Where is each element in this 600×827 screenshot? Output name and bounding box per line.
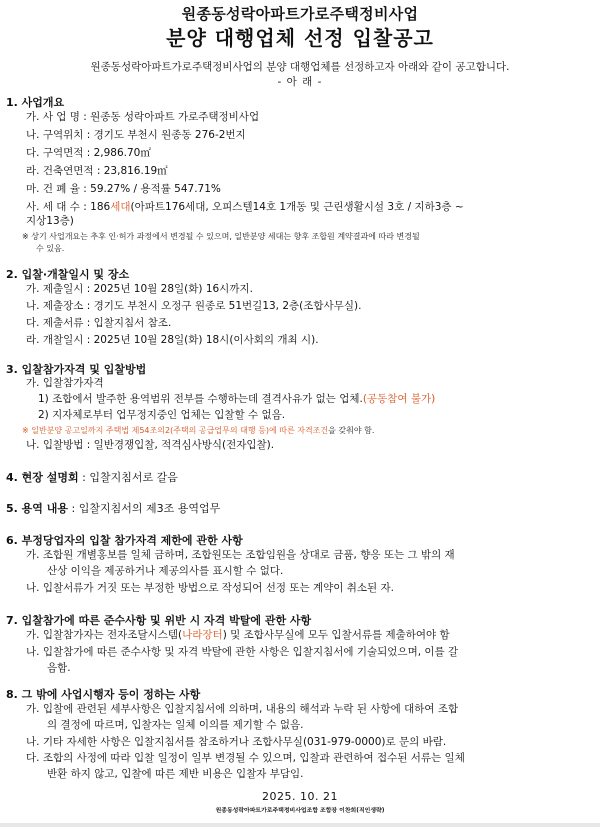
s2-item: 라. 개찰일시 : 2025년 10월 28일(화) 18시(이사회의 개최 시).: [26, 334, 319, 346]
s1-household-cont: 지상13층): [26, 215, 74, 227]
s8-item: 다. 조합의 사정에 따라 입찰 일정이 일부 변경될 수 있으며, 입찰과 관련하여 접수된 서류는 일체: [26, 752, 465, 764]
s7-item-na: 나. 입찰참가에 따른 준수사항 및 자격 박탈에 관한 사항은 입찰지침서에 기술되었으며, 이를 갈: [26, 646, 459, 658]
s8-item-cont: 의 결정에 따르며, 입찰자는 일체 이의를 제기할 수 없음.: [47, 719, 304, 731]
section-2-heading: 2. 입찰·개찰일시 및 장소: [6, 268, 130, 281]
s1-note: ※ 상기 사업개요는 추후 인·허가 과정에서 변경될 수 있으며, 일반분양 세대는 향후 조합원 계약결과에 따라 변경될: [22, 232, 420, 241]
section-8-heading: 8. 그 밖에 사업시행자 등이 정하는 사항: [6, 688, 201, 701]
s3-note-rest: 을 갖춰야 함.: [328, 426, 375, 435]
s7-ga-red: 나라장터: [182, 629, 223, 641]
signature-line: 원종동성락아파트가로주택정비사업조합 조합장 이찬희(직인생략): [215, 808, 385, 814]
s1-note-cont: 수 있음.: [36, 244, 65, 253]
title-notice: 분양 대행업체 선정 입찰공고: [166, 26, 434, 50]
s3-note: [22, 425, 374, 436]
s1-item: 가. 사 업 명 : 원종동 성락아파트 가로주택정비사업: [26, 111, 260, 123]
notice-date: 2025. 10. 21: [262, 790, 338, 803]
s3-q1-text: 1) 조합에서 발주한 용역범위 전부를 수행하는데 결격사유가 없는 업체.: [38, 393, 363, 405]
section-4-heading: 4. 현장 설명회: [6, 471, 79, 484]
section-5-line: [6, 500, 220, 516]
s3-q1-red: (공동참여 불가): [362, 393, 436, 405]
section-7-heading: 7. 입찰참가에 따른 준수사항 및 위반 시 자격 박탈에 관한 사항: [6, 614, 312, 627]
title-project-name: 원종동성락아파트가로주택정비사업: [181, 5, 419, 23]
section-6-heading: 6. 부정당업자의 입찰 참가자격 제한에 관한 사항: [6, 534, 243, 547]
s2-item: 다. 제출서류 : 입찰지침서 참조.: [26, 317, 172, 329]
s8-item: 가. 입찰에 관련된 세부사항은 입찰지침서에 의하며, 내용의 해석과 누락 된 사항에 대하여 조합: [26, 703, 459, 715]
section-5-text: : 입찰지침서의 제3조 용역업무: [68, 502, 221, 515]
s1-item: 마. 건 폐 율 : 59.27% / 용적률 547.71%: [26, 183, 221, 195]
s7-item-na-cont: 음함.: [47, 662, 71, 674]
s7-item-ga: [26, 628, 450, 642]
section-1-heading: 1. 사업개요: [6, 96, 65, 109]
s6-item: 나. 입찰서류가 거짓 또는 부정한 방법으로 작성되어 선정 또는 계약이 취소된 자.: [26, 582, 394, 594]
s3-method: 나. 입찰방법 : 일반경쟁입찰, 적격심사방식(전자입찰).: [26, 439, 275, 451]
s3-note-red: ※ 일반분양 공고일까지 주택법 제54조의2(주택의 공급업무의 대행 등)에 따른 자격조건: [22, 426, 329, 435]
intro-text: 원종동성락아파트가로주택정비사업의 분양 대행업체를 선정하고자 아래와 같이 공고합니다.: [90, 61, 510, 73]
s1-item: 나. 구역위치 : 경기도 부천시 원종동 276-2번지: [26, 129, 246, 141]
s1-item: 다. 구역면적 : 2,986.70㎡: [26, 147, 151, 159]
s1-household-rest: (아파트176세대, 오피스텔14호 1개동 및 근린생활시설 3호 / 지하3층 ~: [130, 201, 464, 213]
s6-item: 가. 조합원 개별홍보를 일체 금하며, 조합원또는 조합임원을 상대로 금품, 향응 또는 그 밖의 재: [26, 549, 455, 561]
s3-qualification-2: 2) 지자체로부터 업무정지중인 업체는 입찰할 수 없음.: [38, 409, 286, 421]
s1-item: 라. 건축연면적 : 23,816.19㎡: [26, 165, 168, 177]
s1-household-line: [26, 200, 464, 214]
s2-item: 가. 제출일시 : 2025년 10월 28일(화) 16시까지.: [26, 283, 253, 295]
s2-item: 나. 제출장소 : 경기도 부천시 오정구 원종로 51번길13, 2층(조합사무실).: [26, 300, 362, 312]
s1-household-unit: 세대: [110, 201, 131, 213]
s7-ga-prefix: 가. 입찰참가자는 전자조달시스템(: [26, 629, 183, 641]
s8-item-cont: 반환 하지 않고, 입찰에 따른 제반 비용은 입찰자 부담임.: [47, 768, 304, 780]
section-4-line: [6, 469, 178, 485]
section-3-heading: 3. 입찰참가자격 및 입찰방법: [6, 363, 147, 376]
s8-item: 나. 기타 자세한 사항은 입찰지침서를 참조하거나 조합사무실(031-979-0000)로 문의 바람.: [26, 736, 447, 748]
s7-ga-rest: ) 및 조합사무실에 모두 입찰서류를 제출하여야 함: [222, 629, 450, 641]
below-marker: - 아 래 -: [277, 76, 323, 88]
s3-qualification-1: [38, 392, 435, 406]
s6-item-cont: 산상 이익을 제공하거나 제공의사를 표시할 수 없다.: [47, 565, 284, 577]
section-5-heading: 5. 용역 내용: [6, 502, 68, 515]
section-4-text: : 입찰지침서로 갈음: [78, 471, 178, 484]
s1-household-prefix: 사. 세 대 수 : 186: [26, 201, 111, 213]
bottom-divider: [0, 823, 600, 827]
s3-qualification-label: 가. 입찰참가자격: [26, 377, 104, 389]
